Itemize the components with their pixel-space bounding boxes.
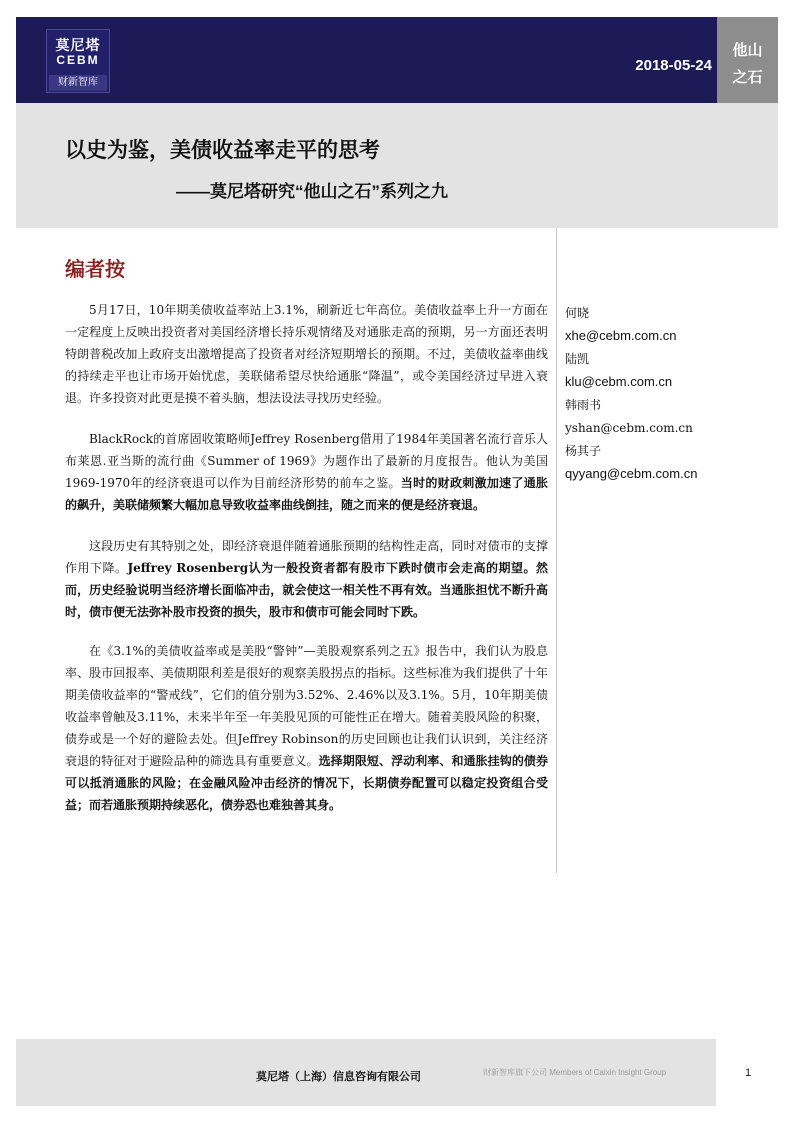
paragraph-1-text: 5月17日，10年期美债收益率站上3.1%，刷新近七年高位。美债收益率上升一方面在一定程度上反映出投资者对美国经济增长持乐观情绪及对通胀走高的预期，另一方面还表明特朗普税改加上政府支出激增提高了投资者对经济短期增长的预期。不过，美债收益率曲线的持续走平也让市场开始忧虑，美联储希望尽快给通胀“降温”，或令美国经济过早进入衰退。许多投资对此更是摸不着头脑，想法设法寻找历史经验。 <box>65 303 548 405</box>
report-date: 2018-05-24 <box>635 57 712 74</box>
logo-chinese-name: 莫尼塔 <box>55 37 101 53</box>
author-email[interactable]: xhe@cebm.com.cn <box>565 328 677 343</box>
paragraph-4 <box>65 640 548 816</box>
author-name: 韩雨书 <box>565 398 602 412</box>
paragraph-3-bold: Jeffrey Rosenberg认为一般投资者都有股市下跌时债市会走高的期望。然而，历史经验说明当经济增长面临冲击，就会使这一相关性不再有效。当通胀担忧不断升高时，债市便无法弥补股市投资的损失，股市和债市可能会同时下跌。 <box>65 561 548 619</box>
footer-group-note: 财新智库旗下公司 Members of Caixin Insight Group <box>483 1068 667 1077</box>
paragraph-2 <box>65 428 548 516</box>
paragraph-4-text: 在《3.1%的美债收益率或是美股“警钟”—美股观察系列之五》报告中，我们认为股息率、股市回报率、美债期限利差是很好的观察美股拐点的指标。这些标准为我们提供了十年期美债收益率的“警戒线”，它们的值分别为3.52%、2.46%以及3.1%。5月，10年期美债收益率曾触及3.11%，未来半年至一年美股见顶的可能性正在增大。随着美股风险的积聚，债券或是一个好的避险去处。但Jeffrey Robinson的历史回顾也让我们认识到，关注经济衰退的特征对于避险品种的筛选具有重要意义。 <box>65 644 548 768</box>
author-email[interactable]: yshan@cebm.com.cn <box>565 421 693 435</box>
author-entry <box>565 351 770 397</box>
paragraph-4-bold: 选择期限短、浮动利率、和通胀挂钩的债券可以抵消通胀的风险；在金融风险冲击经济的情况下，长期债券配置可以稳定投资组合受益；而若通胀预期持续恶化，债券恐也难独善其身。 <box>65 754 548 812</box>
footer-company: 莫尼塔（上海）信息咨询有限公司 <box>256 1071 421 1083</box>
author-entry <box>565 443 770 489</box>
series-badge-line1: 他山 <box>732 42 763 59</box>
author-email[interactable]: qyyang@cebm.com.cn <box>565 466 698 481</box>
paragraph-3 <box>65 535 548 623</box>
report-title: 以史为鉴，美债收益率走平的思考 <box>65 139 380 162</box>
paragraph-1 <box>65 299 548 409</box>
series-badge-line2: 之石 <box>732 69 763 86</box>
cebm-logo <box>46 29 110 93</box>
column-divider <box>556 228 557 873</box>
report-subtitle: ——莫尼塔研究“他山之石”系列之九 <box>176 182 448 201</box>
author-entry <box>565 397 770 443</box>
section-heading: 编者按 <box>65 259 125 281</box>
page-number: 1 <box>745 1067 752 1079</box>
logo-subtitle: 财新智库 <box>49 75 107 91</box>
paragraph-2-bold: 当时的财政刺激加速了通胀的飙升，美联储频繁大幅加息导致收益率曲线倒挂，随之而来的便是经济衰退。 <box>65 476 548 512</box>
logo-english-name: CEBM <box>56 53 100 67</box>
author-email[interactable]: klu@cebm.com.cn <box>565 374 673 389</box>
series-badge <box>717 17 778 103</box>
author-entry <box>565 305 770 351</box>
author-name: 何晓 <box>565 306 590 320</box>
author-name: 陆凯 <box>565 352 590 366</box>
author-name: 杨其子 <box>565 444 602 458</box>
author-list <box>565 305 770 489</box>
title-band <box>16 103 778 228</box>
paragraph-3-text: 这段历史有其特别之处，即经济衰退伴随着通胀预期的结构性走高，同时对债市的支撑作用下降。 <box>65 539 548 575</box>
paragraph-2-text: BlackRock的首席固收策略师Jeffrey Rosenberg借用了1984年美国著名流行音乐人布莱恩.亚当斯的流行曲《Summer of 1969》为题作出了最新的月度报告。他认为美国1969-1970年的经济衰退可以作为目前经济形势的前车之鉴。 <box>65 432 548 490</box>
